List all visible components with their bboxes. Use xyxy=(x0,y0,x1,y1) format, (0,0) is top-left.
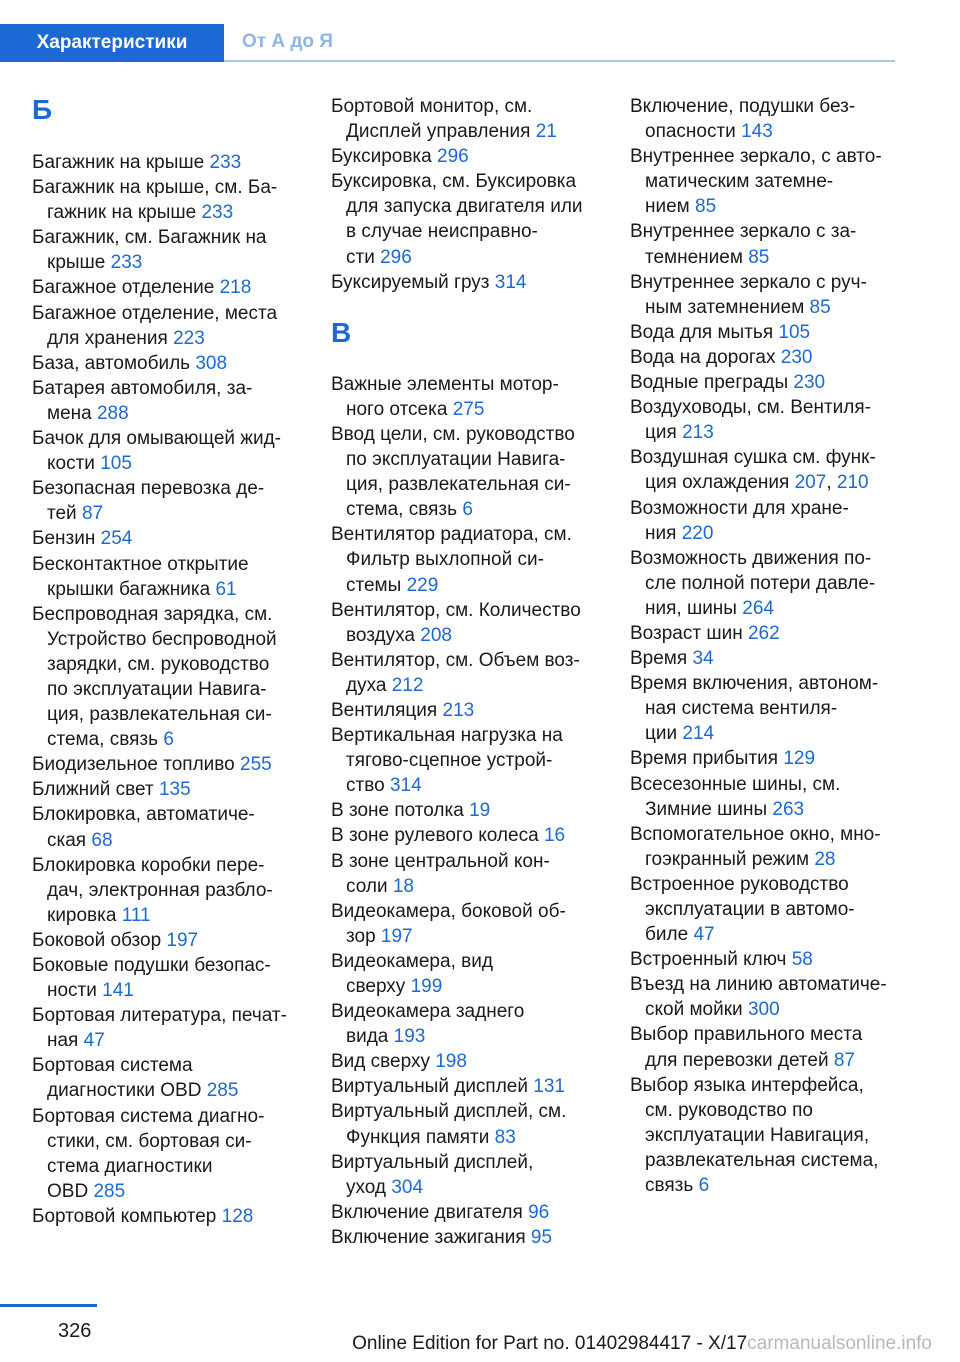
index-entry xyxy=(630,94,898,144)
index-entry xyxy=(630,646,898,671)
index-entry-text: Бортовой монитор, см. Дисплей управления xyxy=(331,96,533,143)
page-reference-link[interactable]: 18 xyxy=(392,875,414,897)
index-entry-text: Бензин xyxy=(32,528,96,550)
page-reference-link[interactable]: 85 xyxy=(695,196,717,218)
index-entry xyxy=(630,370,898,395)
index-entry xyxy=(331,798,601,823)
index-entry-text: Биодизельное топливо xyxy=(32,754,235,776)
page-reference-link[interactable]: 233 xyxy=(201,202,234,224)
index-entry xyxy=(32,928,302,953)
index-entry xyxy=(331,144,601,169)
page-reference-link[interactable]: 197 xyxy=(166,929,199,951)
index-entry xyxy=(331,422,601,522)
index-entry-text: Въезд на линию автоматиче- ской мойки xyxy=(630,974,887,1021)
index-entry xyxy=(630,972,898,1022)
index-entry-text: Время включения, автоном- ная система вентиля- ции xyxy=(630,673,879,745)
index-entry-text: Виртуальный дисплей, уход xyxy=(331,1151,534,1198)
page-reference-link[interactable]: 16 xyxy=(543,825,566,847)
index-entry xyxy=(32,426,302,476)
page-reference-link[interactable]: 143 xyxy=(741,121,773,143)
page-reference-link[interactable]: 95 xyxy=(530,1226,553,1248)
index-entry xyxy=(32,1104,302,1204)
index-entry-text: В зоне рулевого колеса xyxy=(331,825,539,847)
page-reference-link[interactable]: 85 xyxy=(809,296,831,318)
index-entry-text: База, автомобиль xyxy=(32,352,191,374)
index-entry xyxy=(630,947,898,972)
index-entry-text: Вспомогательное окно, мно- гоэкранный режим xyxy=(630,823,881,870)
page-reference-link[interactable]: 314 xyxy=(389,775,422,797)
page-reference-link[interactable]: 314 xyxy=(494,271,527,293)
page-reference-link[interactable]: 208 xyxy=(420,624,452,646)
index-entry xyxy=(32,526,302,551)
index-entry-list xyxy=(331,94,601,295)
page-reference-link[interactable]: 304 xyxy=(391,1176,424,1198)
index-entry-text: Боковой обзор xyxy=(32,929,162,951)
footer-text xyxy=(352,1333,932,1355)
index-entry-text: Всесезонные шины, см. Зимние шины xyxy=(630,773,841,820)
index-entry-text: Бесконтактное открытие крышки багажника xyxy=(32,553,249,600)
index-entry-text: Включение двигателя xyxy=(331,1201,523,1223)
index-entry xyxy=(331,899,601,949)
index-entry-text: Время прибытия xyxy=(630,748,779,770)
index-column-2 xyxy=(331,94,601,1250)
index-entry-text: Выбор правильного места для перевозки детей xyxy=(630,1024,863,1071)
index-entry xyxy=(331,1150,601,1200)
index-entry-text: Бортовая система диагностики OBD xyxy=(32,1055,202,1102)
index-entry-text: Безопасная перевозка де- тей xyxy=(32,478,265,525)
page-reference-link[interactable]: 233 xyxy=(209,152,242,173)
page-reference-link[interactable]: 47 xyxy=(693,924,715,946)
index-entry-text: Боковые подушки безопас- ности xyxy=(32,955,271,1002)
index-column-1 xyxy=(32,94,302,1229)
index-entry-text: Буксируемый груз xyxy=(331,271,490,293)
watermark-text: carmanualsonline.info xyxy=(747,1333,932,1354)
page-reference-link[interactable]: 6 xyxy=(698,1175,710,1197)
index-entry-text: Видеокамера заднего вида xyxy=(331,1001,525,1048)
index-entry xyxy=(331,648,601,698)
index-entry-text: Вентилятор, см. Количество воздуха xyxy=(331,599,581,646)
index-entry-text: Блокировка, автоматиче- ская xyxy=(32,804,255,851)
index-entry-list xyxy=(630,94,898,1198)
index-entry xyxy=(32,1053,302,1103)
page-reference-link[interactable]: 19 xyxy=(469,800,491,822)
header-divider xyxy=(224,60,895,62)
index-entry xyxy=(630,345,898,370)
index-entry-text: В зоне потолка xyxy=(331,800,464,822)
index-entry xyxy=(630,772,898,822)
index-entry-text: Вентиляция xyxy=(331,699,438,721)
index-entry xyxy=(630,546,898,621)
index-entry xyxy=(32,853,302,928)
index-entry: Воздушная сушка см. функ- ция охлаждения 207, 210 xyxy=(630,447,876,494)
index-entry xyxy=(630,872,898,947)
index-entry-text: Вода для мытья xyxy=(630,321,774,343)
index-entry-text: Буксировка xyxy=(331,146,432,168)
index-entry xyxy=(331,1200,601,1225)
index-entry xyxy=(331,999,601,1049)
index-entry xyxy=(331,372,601,422)
page-reference-link[interactable]: 198 xyxy=(435,1051,467,1073)
section-tabs xyxy=(0,24,895,62)
index-entry-text: Вентилятор радиатора, см. Фильтр выхлопной си- стемы xyxy=(331,524,572,596)
index-entry-text: Вода на дорогах xyxy=(630,346,776,368)
page-reference-link[interactable]: 218 xyxy=(219,277,252,299)
index-entry-text: Беспроводная зарядка, см. Устройство беспроводной зарядки, см. руководство по эксплуатации Навига- ция, развлекательная си- стема, связь xyxy=(32,603,277,751)
index-entry-text: Вертикальная нагрузка на тягово-сцепное устрой- ство xyxy=(331,725,563,797)
index-entry xyxy=(32,552,302,602)
index-entry-text: Важные элементы мотор- ного отсека xyxy=(331,373,559,420)
index-entry-text: Воздушная сушка см. функ- ция охлаждения xyxy=(630,447,876,494)
index-entry-text: Внутреннее зеркало с руч- ным затемнением xyxy=(630,271,867,318)
index-entry-text: Видеокамера, боковой об- зор xyxy=(331,900,566,947)
page-reference-link[interactable]: 47 xyxy=(83,1030,105,1052)
index-entry-text: Виртуальный дисплей xyxy=(331,1076,528,1098)
page-reference-link[interactable]: 85 xyxy=(748,246,770,268)
page-reference-link[interactable]: 105 xyxy=(778,321,811,343)
index-entry xyxy=(331,270,601,295)
index-letter-heading: Б xyxy=(32,94,53,125)
index-entry xyxy=(32,602,302,753)
index-entry xyxy=(630,1073,898,1198)
index-entry xyxy=(331,94,601,144)
page-reference-link[interactable]: 210 xyxy=(836,472,869,494)
index-entry xyxy=(32,802,302,852)
edition-text: Online Edition for Part no. 01402984417 - X/17 xyxy=(352,1333,748,1354)
index-entry xyxy=(32,1204,302,1229)
page-reference-link[interactable]: 96 xyxy=(528,1201,550,1223)
index-entry-text: Водные преграды xyxy=(630,372,789,394)
page-reference-link[interactable]: 230 xyxy=(793,372,826,394)
index-entry-text: Вентилятор, см. Объем воз- духа xyxy=(331,649,580,696)
index-entry-text: Вид сверху xyxy=(331,1051,430,1073)
page-reference-link[interactable]: 21 xyxy=(535,121,557,143)
index-entry xyxy=(32,476,302,526)
page-reference-link[interactable]: 141 xyxy=(102,980,134,1002)
index-entry-text: Время xyxy=(630,648,688,670)
index-entry xyxy=(32,301,302,351)
index-entry-text: Встроенный ключ xyxy=(630,949,787,971)
page-reference-link[interactable]: 285 xyxy=(206,1080,239,1102)
index-entry-text: Блокировка коробки пере- дач, электронная разбло- кировка xyxy=(32,854,273,926)
index-entry xyxy=(630,219,898,269)
page-reference-link[interactable]: 214 xyxy=(682,723,715,745)
index-letter-heading: В xyxy=(331,316,352,348)
index-entry-text: Бортовая система диагно- стики, см. бортовая си- стема диагностики OBD xyxy=(32,1105,265,1202)
index-entry xyxy=(331,1225,601,1250)
index-entry-text: Включение, подушки без- опасности xyxy=(630,96,856,143)
index-entry xyxy=(32,1003,302,1053)
index-entry-text: Багажник на крыше xyxy=(32,152,205,173)
page-reference-link[interactable]: 87 xyxy=(833,1049,855,1071)
page-reference-link[interactable]: 296 xyxy=(380,246,412,268)
index-entry-text: Бачок для омывающей жид- кости xyxy=(32,428,282,475)
page-number: 326 xyxy=(58,1320,92,1342)
page-reference-link[interactable]: 87 xyxy=(81,503,104,525)
index-entry-text: Буксировка, см. Буксировка для запуска двигателя или в случае неисправно- сти xyxy=(331,171,583,268)
index-entry xyxy=(32,351,302,376)
index-entry-text: Включение зажигания xyxy=(331,1226,526,1248)
page-reference-link[interactable]: 6 xyxy=(163,729,174,751)
index-entry xyxy=(331,598,601,648)
page-reference-link[interactable]: 129 xyxy=(783,748,816,770)
index-entry-text: Виртуальный дисплей, см. Функция памяти xyxy=(331,1101,567,1148)
index-entry xyxy=(630,621,898,646)
page-reference-link[interactable]: 58 xyxy=(791,949,813,971)
page-reference-link[interactable]: 61 xyxy=(215,578,237,600)
page-reference-link[interactable]: 229 xyxy=(406,574,439,596)
page-reference-link[interactable]: 212 xyxy=(391,674,424,696)
page-reference-link[interactable]: 264 xyxy=(742,597,774,619)
page-reference-link[interactable]: 105 xyxy=(100,453,132,475)
index-entry-text: Багажник, см. Багажник на крыше xyxy=(32,227,267,274)
page-reference-link[interactable]: 34 xyxy=(692,648,714,670)
index-entry xyxy=(331,698,601,723)
page-reference-link[interactable]: 28 xyxy=(814,848,836,870)
page-reference-link[interactable]: 199 xyxy=(410,976,443,997)
page-reference-link[interactable]: 223 xyxy=(173,327,205,349)
page-reference-link[interactable]: 263 xyxy=(772,798,805,820)
index-entry xyxy=(331,522,601,597)
index-entry-text: Воздуховоды, см. Вентиля- ция xyxy=(630,397,871,444)
page-reference-link[interactable]: 285 xyxy=(93,1180,126,1202)
index-entry xyxy=(630,671,898,746)
page-reference-link[interactable]: 83 xyxy=(494,1126,516,1148)
index-entry xyxy=(331,1099,601,1149)
page-reference-link[interactable]: 135 xyxy=(158,779,191,801)
index-entry xyxy=(331,1049,601,1074)
page-reference-link[interactable]: 220 xyxy=(681,522,714,544)
page-reference-link[interactable]: 308 xyxy=(195,352,228,374)
tab-a-to-z[interactable]: От А до Я xyxy=(242,31,333,52)
index-entry xyxy=(32,225,302,275)
page-reference-link[interactable]: 255 xyxy=(240,754,272,776)
index-entry xyxy=(32,777,302,802)
index-entry xyxy=(630,822,898,872)
index-entry-text: Ввод цели, см. руководство по эксплуатации Навига- ция, развлекательная си- стема, связь xyxy=(331,423,575,521)
page-reference-link[interactable]: 300 xyxy=(747,999,780,1021)
index-entry-list xyxy=(331,372,601,1250)
index-entry-text: Багажное отделение xyxy=(32,277,215,299)
index-entry-text: Бортовой компьютер xyxy=(32,1205,217,1227)
page-reference-link[interactable]: 262 xyxy=(747,622,780,644)
index-entry-text: Выбор языка интерфейса, см. руководство по эксплуатации Навигация, развлекательная система, связь xyxy=(630,1074,879,1197)
page-reference-link[interactable]: 296 xyxy=(437,146,469,168)
index-column-3 xyxy=(630,94,898,1198)
page-reference-link[interactable]: 213 xyxy=(442,699,475,721)
page-reference-link[interactable]: 233 xyxy=(110,252,143,274)
index-entry xyxy=(630,320,898,345)
index-entry-text: Багажник на крыше, см. Ба- гажник на крыше xyxy=(32,177,278,224)
index-entry xyxy=(630,496,898,546)
index-entry xyxy=(630,270,898,320)
index-entry-text: Встроенное руководство эксплуатации в автомо- биле xyxy=(630,873,855,946)
page-reference-link[interactable]: 68 xyxy=(91,829,113,851)
index-entry xyxy=(630,746,898,771)
page-reference-link[interactable]: 128 xyxy=(221,1205,254,1227)
index-entry-text: Багажное отделение, места для хранения xyxy=(32,302,278,349)
index-entry-text: Возможность движения по- сле полной потери давле- ния, шины xyxy=(630,547,876,619)
index-entry xyxy=(331,169,601,269)
index-entry xyxy=(32,953,302,1003)
tab-characteristics[interactable]: Характеристики xyxy=(0,24,224,62)
index-entry-text: Возможности для хране- ния xyxy=(630,497,849,544)
index-entry xyxy=(331,949,601,999)
index-entry-text: Внутреннее зеркало с за- темнением xyxy=(630,221,857,268)
page-reference-link[interactable]: 288 xyxy=(96,402,129,424)
index-entry xyxy=(331,1074,601,1099)
page-number-rule xyxy=(0,1304,97,1307)
index-entry-text: Видеокамера, вид сверху xyxy=(331,950,493,997)
index-entry xyxy=(630,1022,898,1072)
page-reference-link[interactable]: 207 xyxy=(794,472,827,494)
index-entry-list xyxy=(32,150,302,1229)
page-reference-link[interactable]: 230 xyxy=(780,346,813,368)
page-reference-link[interactable]: 275 xyxy=(452,398,485,420)
index-entry-text: Внутреннее зеркало, с авто- матическим затемне- нием xyxy=(630,146,882,218)
page-reference-link[interactable]: 213 xyxy=(682,422,714,444)
page-reference-link[interactable]: 193 xyxy=(393,1026,426,1048)
page-reference-link[interactable]: 131 xyxy=(533,1076,565,1098)
index-entry xyxy=(32,150,302,175)
page-reference-link[interactable]: 6 xyxy=(462,499,473,521)
index-entry-text: Возраст шин xyxy=(630,622,743,644)
index-entry xyxy=(32,275,302,300)
index-entry-text: В зоне центральной кон- соли xyxy=(331,850,550,897)
index-entry xyxy=(331,849,601,899)
page-reference-link[interactable]: 111 xyxy=(121,904,151,926)
page-reference-link[interactable]: 197 xyxy=(380,925,413,947)
index-entry-text: Ближний свет xyxy=(32,779,154,801)
page-reference-link[interactable]: 254 xyxy=(100,528,133,550)
index-entry-text: Батарея автомобиля, за- мена xyxy=(32,377,253,424)
index-entry xyxy=(630,144,898,219)
index-entry xyxy=(32,752,302,777)
index-entry xyxy=(331,723,601,798)
index-entry-text: Бортовая литература, печат- ная xyxy=(32,1005,287,1052)
index-entry xyxy=(32,376,302,426)
index-entry xyxy=(630,395,898,445)
index-entry xyxy=(331,823,601,848)
index-entry xyxy=(32,175,302,225)
